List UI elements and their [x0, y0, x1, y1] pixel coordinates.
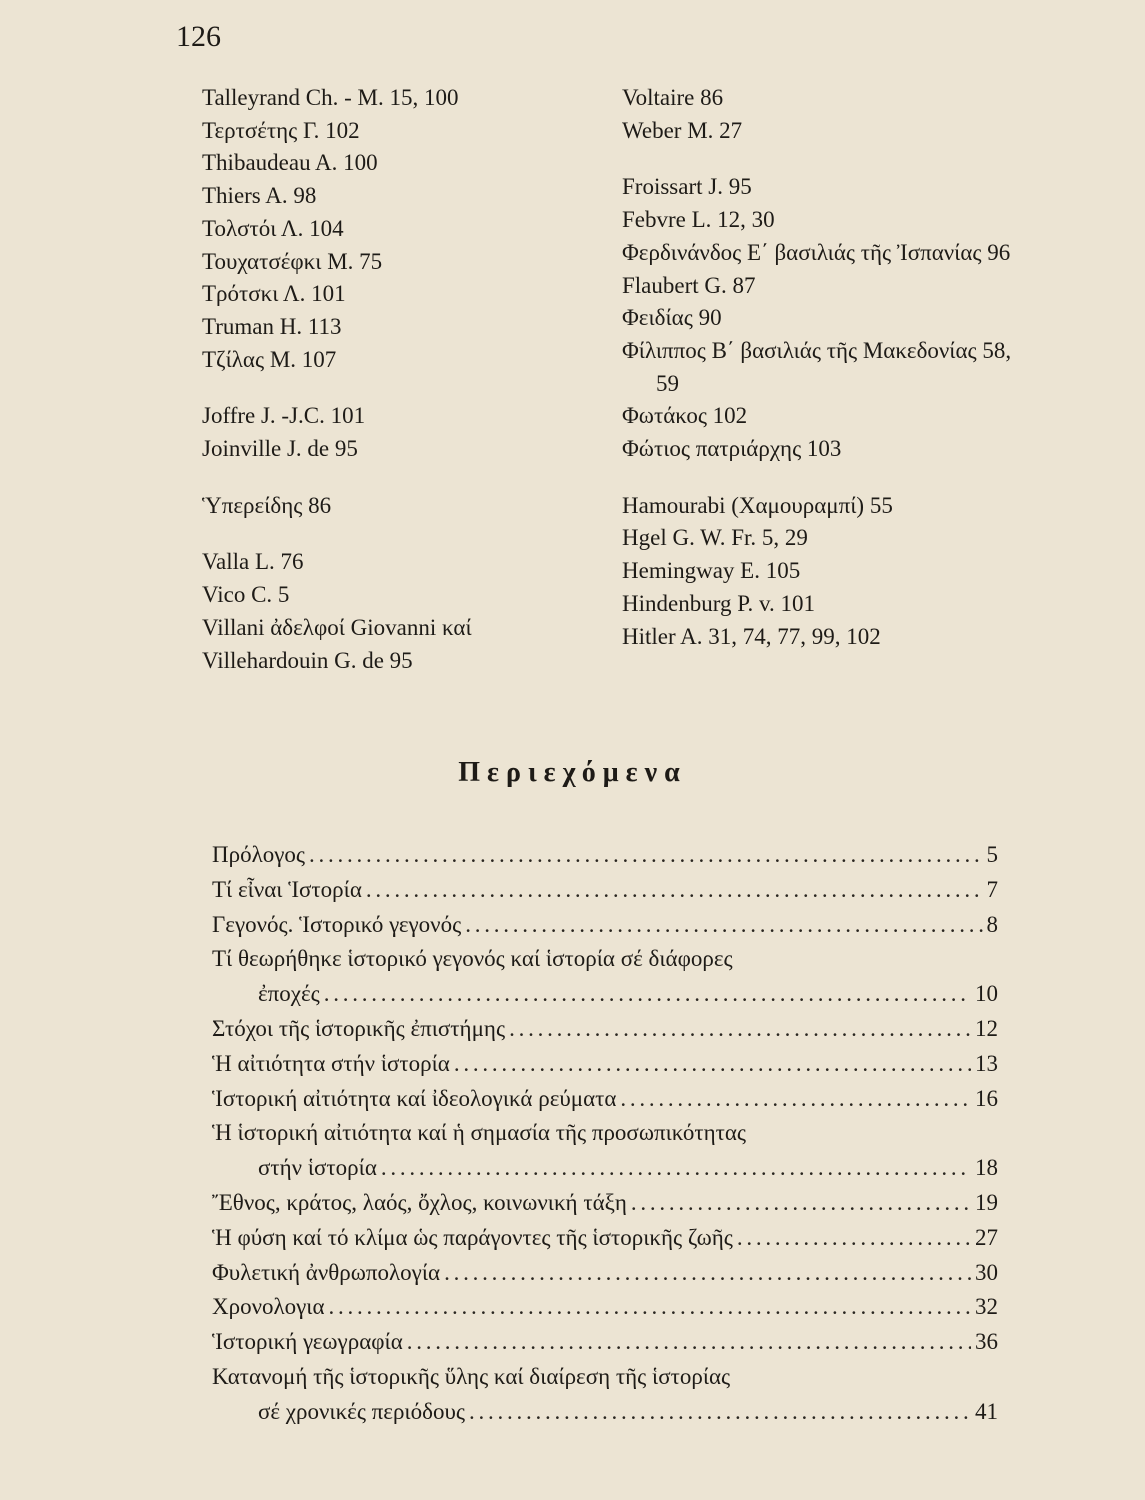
- toc-dot-leader: [454, 1047, 971, 1082]
- toc-item-label: Ἡ αἰτιότητα στήν ἱστορία: [212, 1050, 450, 1076]
- toc-item-page: 18: [975, 1155, 998, 1181]
- index-entry: Febvre L. 12, 30: [622, 207, 775, 233]
- index-entry: Froissart J. 95: [622, 174, 752, 200]
- index-entry: Τολστόι Λ. 104: [202, 215, 344, 241]
- index-group: [202, 490, 592, 523]
- index-entry: Hgel G. W. Fr. 5, 29: [622, 525, 808, 551]
- toc-item-label: Φυλετική ἀνθρωπολογία: [212, 1259, 441, 1285]
- toc-item: [212, 908, 998, 943]
- toc-dot-leader: [465, 908, 982, 943]
- index-entry: Φερδινάνδος Ε΄ βασιλιάς τῆς Ἰσπανίας 96: [622, 239, 1011, 265]
- toc-item: [212, 1047, 998, 1082]
- toc-dot-leader: [324, 977, 971, 1012]
- index-entry: Τερτσέτης Γ. 102: [202, 117, 360, 143]
- toc-item-label: Ἔθνος, κράτος, λαός, ὄχλος, κοινωνική τάξη: [212, 1189, 627, 1215]
- toc-dot-leader: [444, 1256, 971, 1291]
- toc-item-label: Ἱστορική γεωγραφία: [212, 1329, 403, 1355]
- index-entry: Weber M. 27: [622, 117, 743, 143]
- index-entry: Φειδίας 90: [622, 305, 722, 331]
- index-entry: Φωτάκος 102: [622, 403, 748, 429]
- toc-item: [212, 1116, 998, 1186]
- toc-dot-leader: [381, 1151, 971, 1186]
- index-group: [622, 171, 1022, 465]
- toc-item-label: Τί εἶναι Ἱστορία: [212, 876, 362, 902]
- toc-item-label: Ἡ φύση καί τό κλίμα ὡς παράγοντες τῆς ἱστορικῆς ζωῆς: [212, 1224, 733, 1250]
- toc-item-page: 27: [975, 1224, 998, 1250]
- toc-item-heading: Τί θεωρήθηκε ἱστορικό γεγονός καί ἱστορία σέ διάφορες: [212, 946, 733, 972]
- index-group: [202, 400, 592, 465]
- toc-item-label: Γεγονός. Ἱστορικό γεγονός: [212, 911, 462, 937]
- toc-item-label: Ἱστορική αἰτιότητα καί ἰδεολογικά ρεύματα: [212, 1085, 617, 1111]
- index-entry: Φίλιππος Β΄ βασιλιάς τῆς Μακεδονίας 58, 59: [622, 337, 1012, 396]
- toc-item-page: 19: [975, 1189, 998, 1215]
- toc-item-label: σέ χρονικές περιόδους: [258, 1398, 465, 1424]
- index-entry: Thibaudeau A. 100: [202, 150, 378, 176]
- index-entry: Vico C. 5: [202, 582, 290, 608]
- index-entry: Villani ἀδελφοί Giovanni καί: [202, 614, 472, 640]
- toc-dot-leader: [329, 1290, 971, 1325]
- toc-item-label: στήν ἱστορία: [258, 1155, 377, 1181]
- toc-item-page: 10: [975, 981, 998, 1007]
- toc-dot-leader: [737, 1221, 971, 1256]
- toc-item: [212, 1221, 998, 1256]
- index-entry: Villehardouin G. de 95: [202, 647, 413, 673]
- toc-item-page: 30: [975, 1259, 998, 1285]
- index-group: [622, 490, 1022, 654]
- index-entry: Joffre J. -J.C. 101: [202, 403, 366, 429]
- table-of-contents: [212, 838, 998, 1430]
- index-entry: Τρότσκι Λ. 101: [202, 281, 346, 307]
- index-group: [622, 82, 1022, 147]
- index-entry: Hindenburg P. v. 101: [622, 590, 815, 616]
- toc-item-page: 8: [986, 911, 998, 937]
- index-group: [202, 546, 592, 677]
- contents-title: Περιεχόμενα: [458, 757, 687, 788]
- toc-dot-leader: [469, 1395, 971, 1430]
- toc-item: [212, 1082, 998, 1117]
- toc-item: [212, 1290, 998, 1325]
- toc-dot-leader: [309, 838, 982, 873]
- toc-item: [212, 942, 998, 1012]
- toc-item-label: ἐποχές: [258, 981, 320, 1007]
- toc-item-label: Χρονολογια: [212, 1294, 325, 1320]
- toc-item-heading: Κατανομή τῆς ἱστορικῆς ὕλης καί διαίρεση τῆς ἱστορίας: [212, 1363, 731, 1389]
- toc-item-page: 5: [986, 842, 998, 867]
- toc-item: [212, 838, 998, 873]
- toc-dot-leader: [509, 1012, 971, 1047]
- toc-item: [212, 873, 998, 908]
- index-entry: Flaubert G. 87: [622, 272, 756, 298]
- index-entry: Τουχατσέφκι Μ. 75: [202, 248, 383, 274]
- page-number: 126: [176, 20, 221, 53]
- toc-item-page: 41: [975, 1398, 998, 1424]
- index-entry: Truman H. 113: [202, 313, 342, 339]
- toc-item-page: 32: [975, 1294, 998, 1320]
- index-entry: Talleyrand Ch. - M. 15, 100: [202, 85, 459, 110]
- index-entry: Φώτιος πατριάρχης 103: [622, 436, 842, 462]
- index-entry: Hitler A. 31, 74, 77, 99, 102: [622, 623, 881, 649]
- toc-dot-leader: [620, 1082, 971, 1117]
- toc-item-page: 13: [975, 1050, 998, 1076]
- toc-item-page: 16: [975, 1085, 998, 1111]
- index-entry: Valla L. 76: [202, 549, 304, 575]
- toc-item: [212, 1012, 998, 1047]
- toc-item-label: Στόχοι τῆς ἱστορικῆς ἐπιστήμης: [212, 1015, 506, 1041]
- index-entry: Joinville J. de 95: [202, 436, 358, 462]
- toc-item-heading: Ἡ ἱστορική αἰτιότητα καί ἡ σημασία τῆς προσωπικότητας: [212, 1120, 747, 1146]
- toc-item-page: 7: [986, 876, 998, 902]
- toc-item: [212, 1186, 998, 1221]
- index-entry: Voltaire 86: [622, 85, 724, 110]
- index-group: [202, 82, 592, 376]
- toc-dot-leader: [407, 1325, 971, 1360]
- index-column-left: [202, 82, 592, 701]
- index-entry: Thiers A. 98: [202, 183, 317, 209]
- toc-item: [212, 1325, 998, 1360]
- index-column-right: [622, 82, 1022, 677]
- index-entry: Hamourabi (Χαμουραμπί) 55: [622, 492, 893, 518]
- toc-item: [212, 1360, 998, 1430]
- toc-dot-leader: [631, 1186, 971, 1221]
- index-entry: Τζίλας Μ. 107: [202, 346, 337, 372]
- index-entry: Ὑπερείδης 86: [202, 492, 332, 518]
- toc-item-page: 12: [975, 1015, 998, 1041]
- toc-item-page: 36: [975, 1329, 998, 1355]
- toc-dot-leader: [366, 873, 983, 908]
- toc-item-label: Πρόλογος: [212, 842, 306, 867]
- index-entry: Hemingway E. 105: [622, 558, 801, 584]
- toc-item: [212, 1256, 998, 1291]
